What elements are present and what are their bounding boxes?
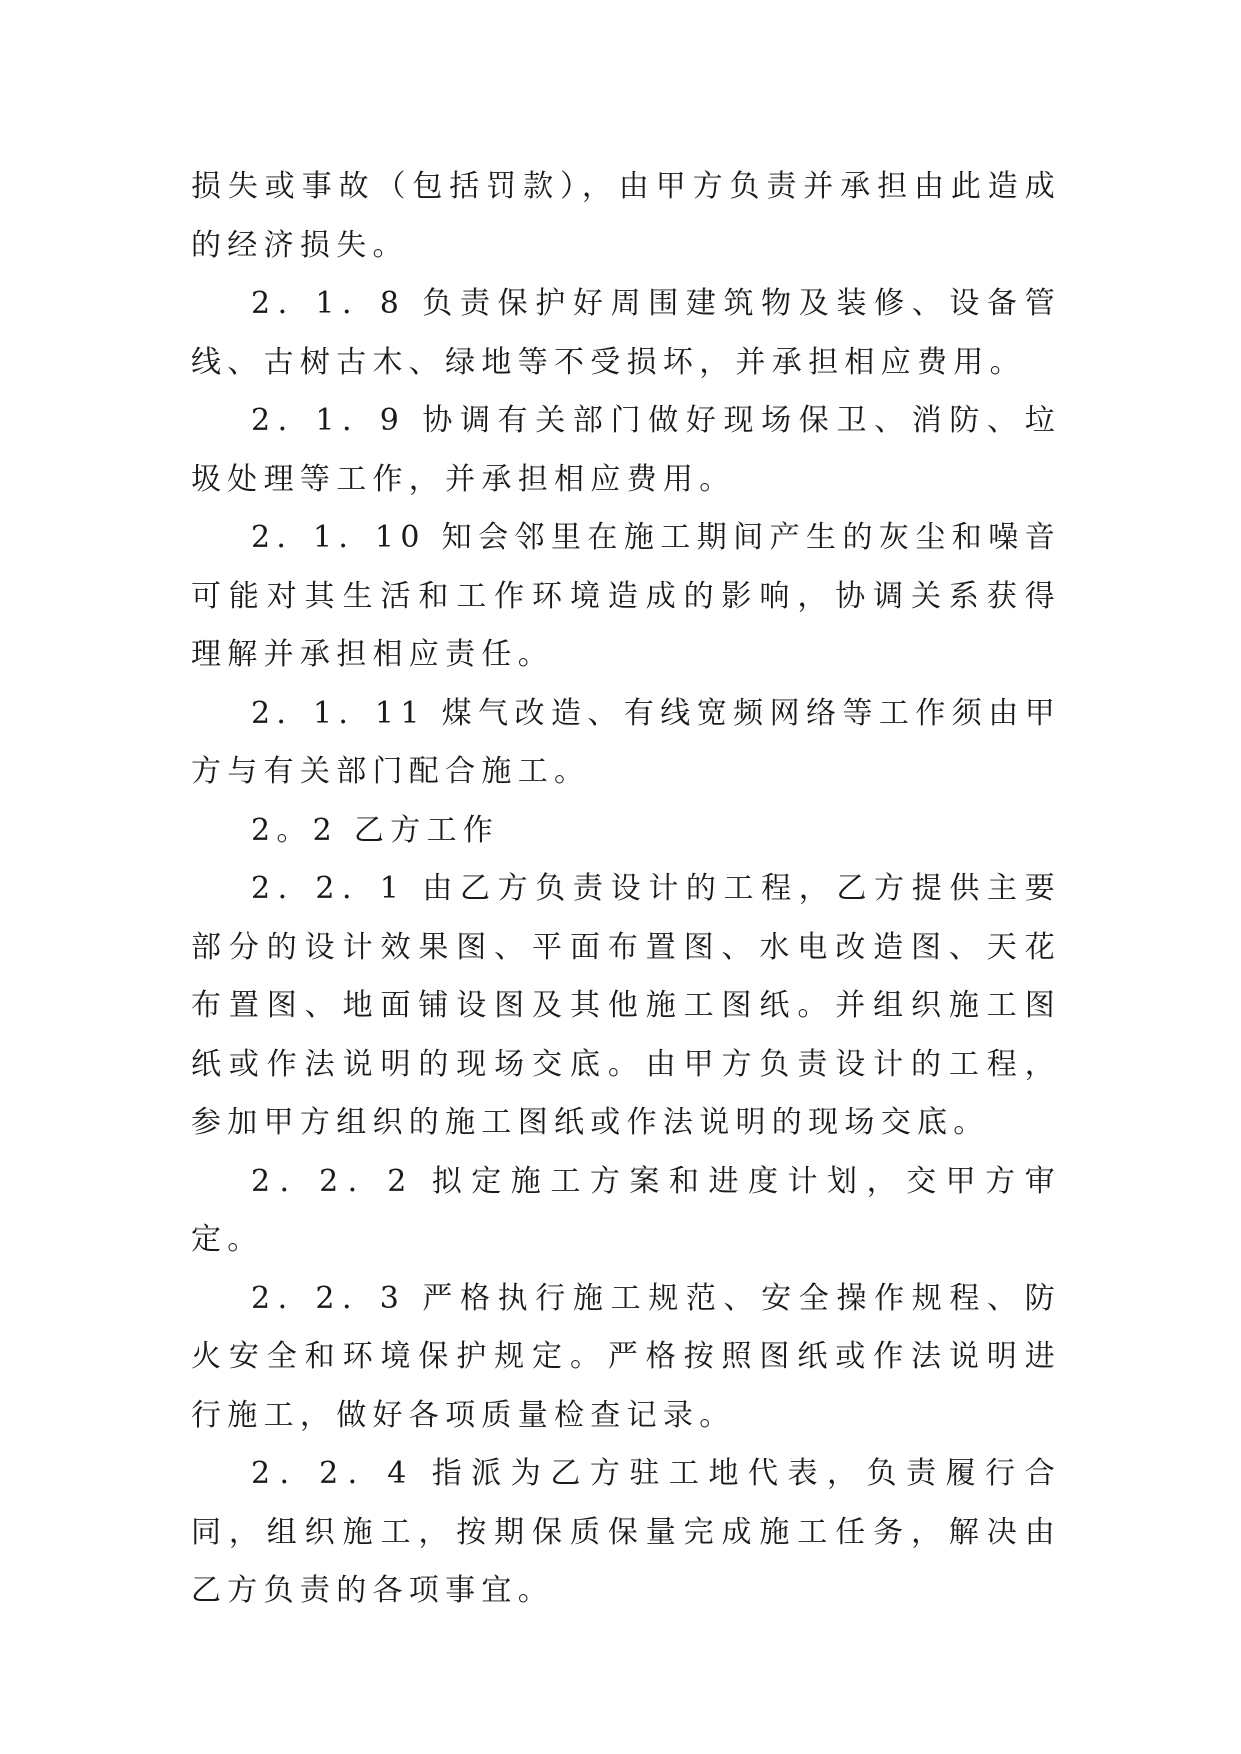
paragraph-8: 2．2．2 拟定施工方案和进度计划，交甲方审定。 [191,1163,1061,1257]
document-body [191,158,1061,1621]
paragraph-10: 2．2．4 指派为乙方驻工地代表，负责履行合同，组织施工，按期保质保量完成施工任务，解决由乙方负责的各项事宜。 [191,1456,1061,1608]
section-heading: 2。2 乙方工作 [251,812,500,848]
paragraph-1: 损失或事故（包括罚款），由甲方负责并承担由此造成的经济损失。 [191,169,1061,263]
paragraph-4: 2．1．10 知会邻里在施工期间产生的灰尘和噪音可能对其生活和工作环境造成的影响，协调关系获得理解并承担相应责任。 [191,520,1061,672]
paragraph-9: 2．2．3 严格执行施工规范、安全操作规程、防火安全和环境保护规定。严格按照图纸或作法说明进行施工，做好各项质量检查记录。 [191,1280,1061,1433]
paragraph-5: 2．1．11 煤气改造、有线宽频网络等工作须由甲方与有关部门配合施工。 [191,695,1061,789]
paragraph-3: 2．1．9 协调有关部门做好现场保卫、消防、垃圾处理等工作，并承担相应费用。 [191,403,1061,497]
paragraph-7: 2．2．1 由乙方负责设计的工程，乙方提供主要部分的设计效果图、平面布置图、水电改造图、天花布置图、地面铺设图及其他施工图纸。并组织施工图纸或作法说明的现场交底。由甲方负责设计的工程，参加甲方组织的施工图纸或作法说明的现场交底。 [191,871,1061,1140]
paragraph-2: 2．1．8 负责保护好周围建筑物及装修、设备管线、古树古木、绿地等不受损坏，并承担相应费用。 [191,286,1061,380]
